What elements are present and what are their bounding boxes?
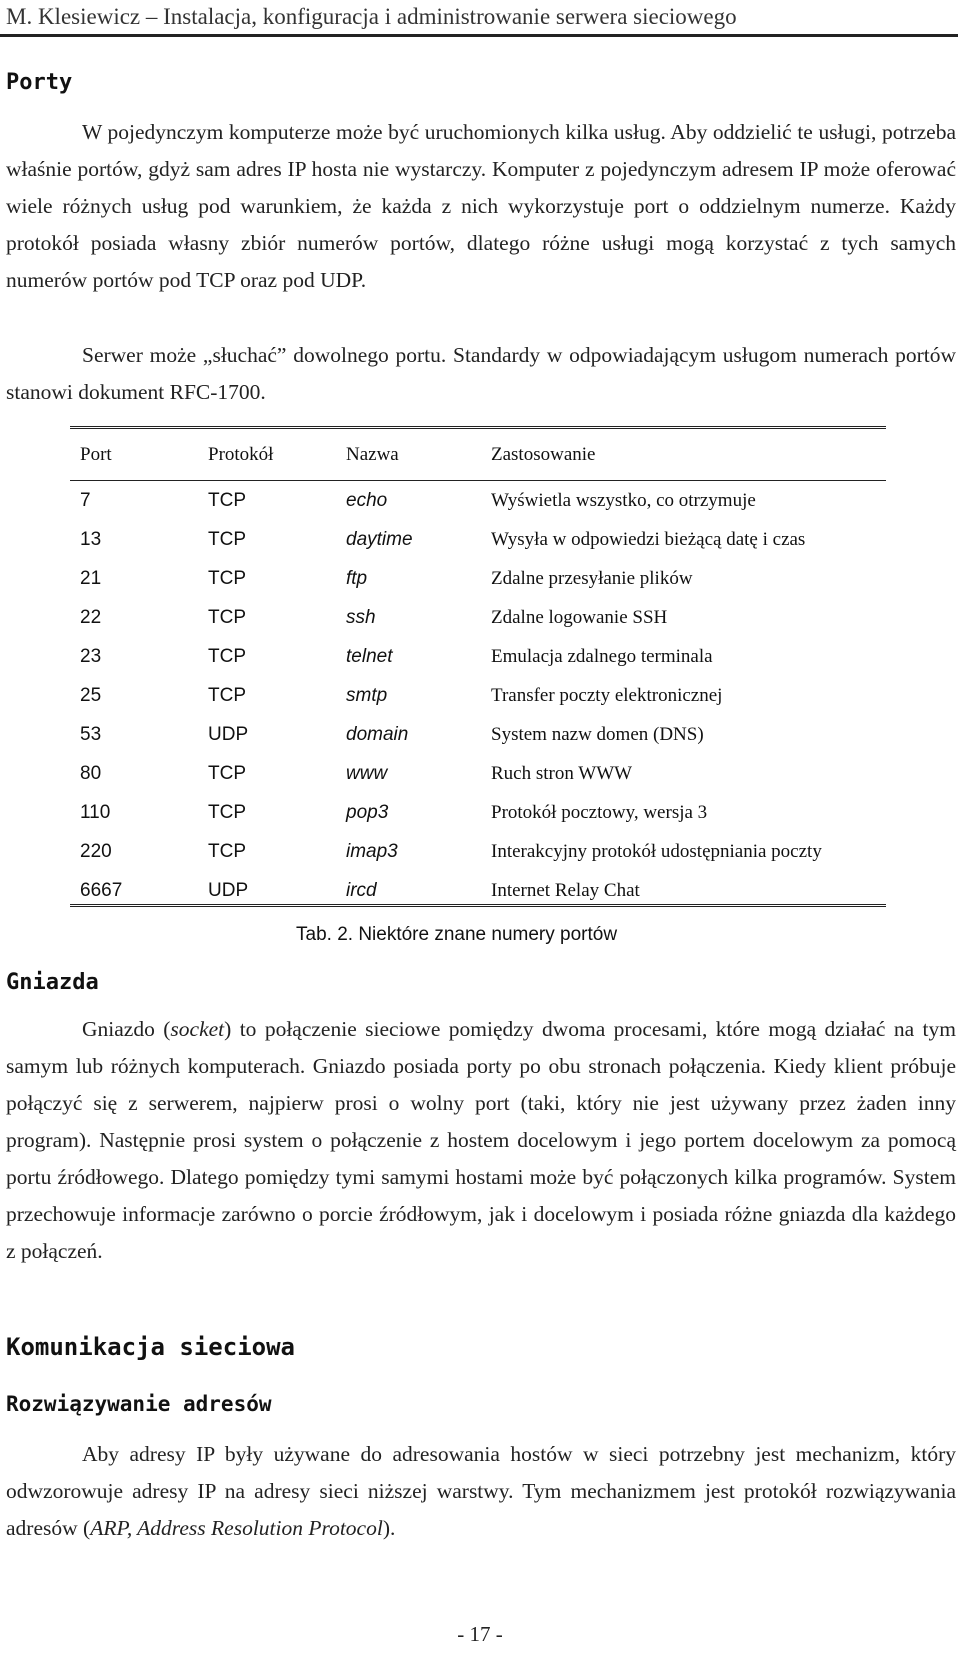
port-cell: 220 (80, 840, 112, 862)
usage-cell: Protokół pocztowy, wersja 3 (491, 801, 708, 823)
port-cell: 7 (80, 489, 91, 511)
paragraph-gniazda-prefix: Gniazdo ( (82, 1017, 171, 1041)
protocol-cell: TCP (208, 840, 246, 862)
service-name-cell: domain (346, 723, 409, 745)
paragraph-porty-2: Serwer może „słuchać” dowolnego portu. Standardy w odpowiadającym usługom numerach portów stanowi dokument RFC-1700. (6, 343, 956, 404)
protocol-cell: TCP (208, 567, 246, 589)
column-header-usage: Zastosowanie (491, 444, 596, 465)
protocol-cell: TCP (208, 645, 246, 667)
table-row (70, 481, 886, 521)
paragraph-arp-suffix: ). (382, 1516, 396, 1540)
table-row (70, 559, 886, 598)
port-cell: 13 (80, 528, 102, 550)
section-heading-komunikacja: Komunikacja sieciowa (6, 1333, 295, 1361)
header-rule (0, 34, 958, 37)
service-name-cell: imap3 (346, 840, 398, 862)
column-header-protocol: Protokół (208, 444, 274, 465)
usage-cell: Internet Relay Chat (491, 879, 640, 901)
paragraph-gniazda (6, 1011, 956, 1270)
page-number: - 17 - (457, 1622, 503, 1646)
service-name-cell: telnet (346, 645, 393, 667)
column-header-name: Nazwa (346, 444, 399, 465)
protocol-cell: UDP (208, 879, 249, 901)
port-cell: 80 (80, 762, 102, 784)
service-name-cell: ftp (346, 567, 368, 589)
usage-cell: System nazw domen (DNS) (491, 723, 704, 745)
port-table-body (70, 481, 886, 911)
port-cell: 25 (80, 684, 102, 706)
table-row (70, 676, 886, 715)
term-arp: ARP, Address Resolution Protocol (90, 1516, 383, 1540)
table-row (70, 637, 886, 676)
port-cell: 110 (80, 801, 111, 823)
port-cell: 53 (80, 723, 102, 745)
protocol-cell: TCP (208, 528, 246, 550)
section-heading-gniazda: Gniazda (6, 970, 99, 995)
term-socket: socket (170, 1017, 225, 1041)
paragraph-porty-1: W pojedynczym komputerze może być uruchomionych kilka usług. Aby oddzielić te usługi, potrzeba właśnie portów, gdyż sam adres IP hosta nie wystarczy. Komputer z pojedynczym adresem IP może oferować wiele różnych usług pod warunkiem, że każda z nich wykorzystuje port o oddzielnym numerze. Każdy protokół posiada własny zbiór numerów portów, dlatego różne usługi mogą korzystać z tych samych numerów portów pod TCP oraz pod UDP. (6, 120, 956, 292)
usage-cell: Emulacja zdalnego terminala (491, 645, 713, 667)
table-row (70, 832, 886, 871)
service-name-cell: daytime (346, 528, 413, 550)
usage-cell: Ruch stron WWW (491, 762, 633, 784)
service-name-cell: smtp (346, 684, 388, 706)
table-row (70, 520, 886, 559)
usage-cell: Wysyła w odpowiedzi bieżącą datę i czas (491, 528, 806, 550)
usage-cell: Zdalne przesyłanie plików (491, 567, 693, 589)
port-cell: 6667 (80, 879, 123, 901)
table-row (70, 754, 886, 793)
port-cell: 23 (80, 645, 102, 667)
service-name-cell: pop3 (346, 801, 389, 823)
table-row (70, 598, 886, 637)
protocol-cell: TCP (208, 489, 246, 511)
table-header-row (70, 426, 886, 481)
column-header-port: Port (80, 444, 112, 465)
section-heading-porty: Porty (6, 70, 73, 95)
port-cell: 21 (80, 567, 102, 589)
protocol-cell: UDP (208, 723, 249, 745)
port-table (70, 426, 886, 910)
protocol-cell: TCP (208, 801, 246, 823)
table-caption: Tab. 2. Niektóre znane numery portów (296, 924, 618, 945)
running-header: M. Klesiewicz – Instalacja, konfiguracja i administrowanie serwera sieciowego (6, 4, 737, 29)
table-row (70, 715, 886, 754)
service-name-cell: echo (346, 489, 388, 511)
protocol-cell: TCP (208, 606, 246, 628)
table-row (70, 793, 886, 832)
usage-cell: Wyświetla wszystko, co otrzymuje (491, 489, 756, 511)
usage-cell: Transfer poczty elektronicznej (491, 684, 723, 706)
service-name-cell: ssh (346, 606, 376, 628)
protocol-cell: TCP (208, 684, 246, 706)
paragraph-arp-prefix: Aby adresy IP były używane do adresowania hostów w sieci potrzebny jest mechanizm, który odwzorowuje adresy IP na adresy sieci niższej warstwy. Tym mechanizmem jest protokół rozwiązywania adresów ( (6, 1442, 956, 1540)
port-cell: 22 (80, 606, 102, 628)
usage-cell: Interakcyjny protokół udostępniania poczty (491, 840, 822, 862)
service-name-cell: ircd (346, 879, 377, 901)
service-name-cell: www (346, 762, 388, 784)
usage-cell: Zdalne logowanie SSH (491, 606, 668, 628)
table-bottom-rule (70, 904, 886, 909)
paragraph-arp (6, 1436, 956, 1547)
protocol-cell: TCP (208, 762, 246, 784)
subsection-heading-rozwiazywanie: Rozwiązywanie adresów (6, 1392, 272, 1416)
paragraph-gniazda-rest: ) to połączenie sieciowe pomiędzy dwoma procesami, które mogą działać na tym samym lub różnych komputerach. Gniazdo posiada porty po obu stronach połączenia. Kiedy klient próbuje połączyć się z serwerem, najpierw prosi o wolny port (taki, który nie jest używany przez żaden inny program). Następnie prosi system o połączenie z hostem docelowym i jego portem docelowym za pomocą portu źródłowego. Dlatego pomiędzy tymi samymi hostami może być połączonych kilka programów. System przechowuje informacje zarówno o porcie źródłowym, jak i docelowym i posiada różne gniazda dla każdego z połączeń. (6, 1017, 956, 1263)
